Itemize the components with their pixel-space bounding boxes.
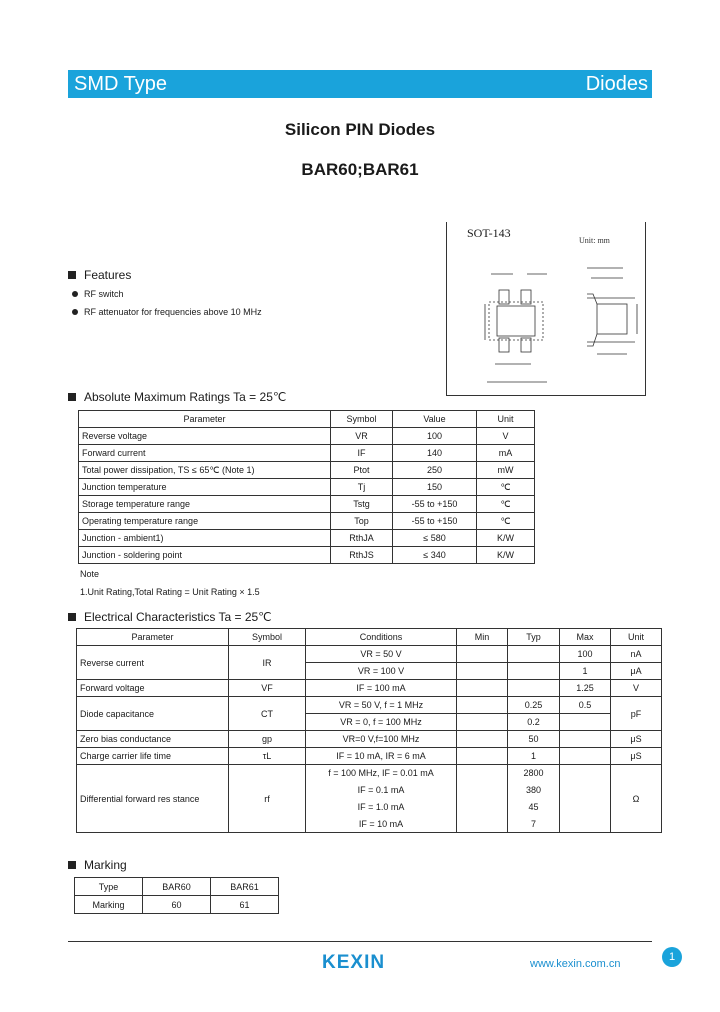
table-cell: BAR60	[143, 878, 211, 896]
features-heading	[68, 268, 131, 282]
table-cell	[457, 731, 508, 748]
table-row	[79, 462, 535, 479]
note-text: 1.Unit Rating,Total Rating = Unit Rating × 1.5	[80, 587, 260, 597]
table-row	[77, 646, 662, 663]
table-cell: Forward current	[79, 445, 331, 462]
table-cell: IF = 100 mA	[306, 680, 457, 697]
feature-item	[72, 307, 262, 317]
table-row	[77, 697, 662, 714]
feature-item-label: RF switch	[84, 289, 124, 299]
table-row	[79, 530, 535, 547]
table-cell: K/W	[477, 530, 535, 547]
table-cell: 45	[508, 799, 560, 816]
table-cell: Zero bias conductance	[77, 731, 229, 748]
table-cell	[560, 748, 611, 765]
table-cell: -55 to +150	[393, 496, 477, 513]
table-cell	[508, 680, 560, 697]
table-cell: Junction - soldering point	[79, 547, 331, 564]
table-row	[75, 878, 279, 896]
table-cell: IF = 0.1 mA	[306, 782, 457, 799]
table-cell: Tj	[331, 479, 393, 496]
table-cell	[560, 731, 611, 748]
table-cell: Charge carrier life time	[77, 748, 229, 765]
abs-max-heading	[68, 390, 286, 404]
column-header: Max	[560, 629, 611, 646]
website-link[interactable]: www.kexin.com.cn	[530, 958, 621, 970]
package-outline-diagram	[447, 222, 647, 396]
abs-max-heading-label: Absolute Maximum Ratings Ta = 25℃	[84, 390, 287, 404]
table-cell: VR = 100 V	[306, 663, 457, 680]
table-cell: VR = 50 V	[306, 646, 457, 663]
table-header-row	[77, 629, 662, 646]
kexin-logo: KEXIN	[322, 952, 386, 973]
page-number-badge: 1	[662, 947, 682, 967]
table-row	[79, 445, 535, 462]
package-drawing	[446, 222, 646, 396]
electrical-heading-label: Electrical Characteristics Ta = 25℃	[84, 610, 272, 624]
table-cell	[457, 765, 508, 833]
marking-table	[74, 877, 279, 914]
table-row	[77, 731, 662, 748]
table-cell: ℃	[477, 479, 535, 496]
table-row	[79, 547, 535, 564]
table-cell	[508, 663, 560, 680]
table-cell: 50	[508, 731, 560, 748]
package-unit: Unit: mm	[579, 236, 610, 245]
table-cell: μS	[611, 731, 662, 748]
table-cell: Junction temperature	[79, 479, 331, 496]
electrical-table	[76, 628, 662, 833]
table-cell: -55 to +150	[393, 513, 477, 530]
table-cell: Storage temperature range	[79, 496, 331, 513]
table-cell: Reverse voltage	[79, 428, 331, 445]
table-cell: gp	[229, 731, 306, 748]
table-cell: V	[477, 428, 535, 445]
table-cell	[457, 646, 508, 663]
column-header: Symbol	[331, 411, 393, 428]
table-cell: BAR61	[211, 878, 279, 896]
footer-divider	[68, 941, 652, 942]
column-header: Parameter	[79, 411, 331, 428]
header-banner	[68, 70, 652, 98]
square-bullet-icon	[68, 861, 76, 869]
table-cell: K/W	[477, 547, 535, 564]
table-row	[77, 680, 662, 697]
table-cell: CT	[229, 697, 306, 731]
square-bullet-icon	[68, 613, 76, 621]
table-cell: f = 100 MHz, IF = 0.01 mA	[306, 765, 457, 782]
table-cell: 250	[393, 462, 477, 479]
header-left-label: SMD Type	[74, 73, 167, 95]
square-bullet-icon	[68, 271, 76, 279]
table-cell: μA	[611, 663, 662, 680]
table-cell	[457, 680, 508, 697]
table-cell: Ω	[611, 765, 662, 833]
table-cell: ≤ 580	[393, 530, 477, 547]
table-cell: IF = 10 mA	[306, 816, 457, 833]
feature-item-label: RF attenuator for frequencies above 10 MHz	[84, 307, 262, 317]
table-cell: IF = 10 mA, IR = 6 mA	[306, 748, 457, 765]
table-cell: 7	[508, 816, 560, 833]
column-header: Value	[393, 411, 477, 428]
table-cell: VR = 0, f = 100 MHz	[306, 714, 457, 731]
table-cell: ℃	[477, 496, 535, 513]
table-row	[77, 748, 662, 765]
table-row	[79, 513, 535, 530]
table-cell: VR=0 V,f=100 MHz	[306, 731, 457, 748]
electrical-heading	[68, 610, 272, 624]
table-cell: Tstg	[331, 496, 393, 513]
table-cell	[457, 714, 508, 731]
table-cell	[457, 697, 508, 714]
table-cell: RthJA	[331, 530, 393, 547]
table-cell: 61	[211, 896, 279, 914]
feature-item	[72, 289, 124, 299]
table-cell: V	[611, 680, 662, 697]
marking-heading	[68, 858, 127, 872]
table-cell: 1	[560, 663, 611, 680]
table-header-row	[79, 411, 535, 428]
table-row	[75, 896, 279, 914]
table-cell: Forward voltage	[77, 680, 229, 697]
dot-bullet-icon	[72, 309, 78, 315]
table-cell: μS	[611, 748, 662, 765]
dot-bullet-icon	[72, 291, 78, 297]
table-cell: nA	[611, 646, 662, 663]
table-row	[77, 765, 662, 782]
header-right-label: Diodes	[585, 73, 648, 95]
table-cell: Differential forward res stance	[77, 765, 229, 833]
table-cell: ≤ 340	[393, 547, 477, 564]
table-cell: VR	[331, 428, 393, 445]
column-header: Unit	[611, 629, 662, 646]
table-cell	[560, 714, 611, 731]
table-cell: 100	[560, 646, 611, 663]
note-label: Note	[80, 569, 100, 579]
table-cell: 60	[143, 896, 211, 914]
table-cell: mA	[477, 445, 535, 462]
table-cell: 380	[508, 782, 560, 799]
column-header: Symbol	[229, 629, 306, 646]
table-cell	[457, 663, 508, 680]
table-cell: ℃	[477, 513, 535, 530]
features-heading-label: Features	[84, 268, 132, 282]
table-cell: VF	[229, 680, 306, 697]
table-cell: 1	[508, 748, 560, 765]
table-cell: Marking	[75, 896, 143, 914]
table-cell: 0.5	[560, 697, 611, 714]
table-cell: 100	[393, 428, 477, 445]
table-cell: RthJS	[331, 547, 393, 564]
table-cell: IF = 1.0 mA	[306, 799, 457, 816]
square-bullet-icon	[68, 393, 76, 401]
table-cell: pF	[611, 697, 662, 731]
table-cell: 1.25	[560, 680, 611, 697]
table-cell	[560, 765, 611, 833]
column-header: Parameter	[77, 629, 229, 646]
column-header: Conditions	[306, 629, 457, 646]
table-cell: Type	[75, 878, 143, 896]
table-row	[79, 496, 535, 513]
table-cell: Diode capacitance	[77, 697, 229, 731]
marking-heading-label: Marking	[84, 858, 127, 872]
column-header: Min	[457, 629, 508, 646]
table-row	[79, 479, 535, 496]
table-cell: 0.25	[508, 697, 560, 714]
table-cell: Reverse current	[77, 646, 229, 680]
table-cell: 150	[393, 479, 477, 496]
package-name: SOT-143	[467, 226, 511, 240]
table-cell	[457, 748, 508, 765]
table-cell: mW	[477, 462, 535, 479]
abs-max-table	[78, 410, 535, 564]
table-cell: τL	[229, 748, 306, 765]
table-cell	[508, 646, 560, 663]
part-number-title: BAR60;BAR61	[301, 160, 419, 179]
table-cell: 2800	[508, 765, 560, 782]
page-title: Silicon PIN Diodes	[284, 120, 436, 139]
table-cell: 140	[393, 445, 477, 462]
table-cell: VR = 50 V, f = 1 MHz	[306, 697, 457, 714]
table-cell: Top	[331, 513, 393, 530]
column-header: Typ	[508, 629, 560, 646]
table-cell: IF	[331, 445, 393, 462]
table-cell: Junction - ambient1)	[79, 530, 331, 547]
table-cell: Operating temperature range	[79, 513, 331, 530]
table-cell: Ptot	[331, 462, 393, 479]
table-cell: rf	[229, 765, 306, 833]
table-cell: IR	[229, 646, 306, 680]
table-cell: Total power dissipation, TS ≤ 65℃ (Note 1)	[79, 462, 331, 479]
table-cell: 0.2	[508, 714, 560, 731]
column-header: Unit	[477, 411, 535, 428]
table-row	[79, 428, 535, 445]
